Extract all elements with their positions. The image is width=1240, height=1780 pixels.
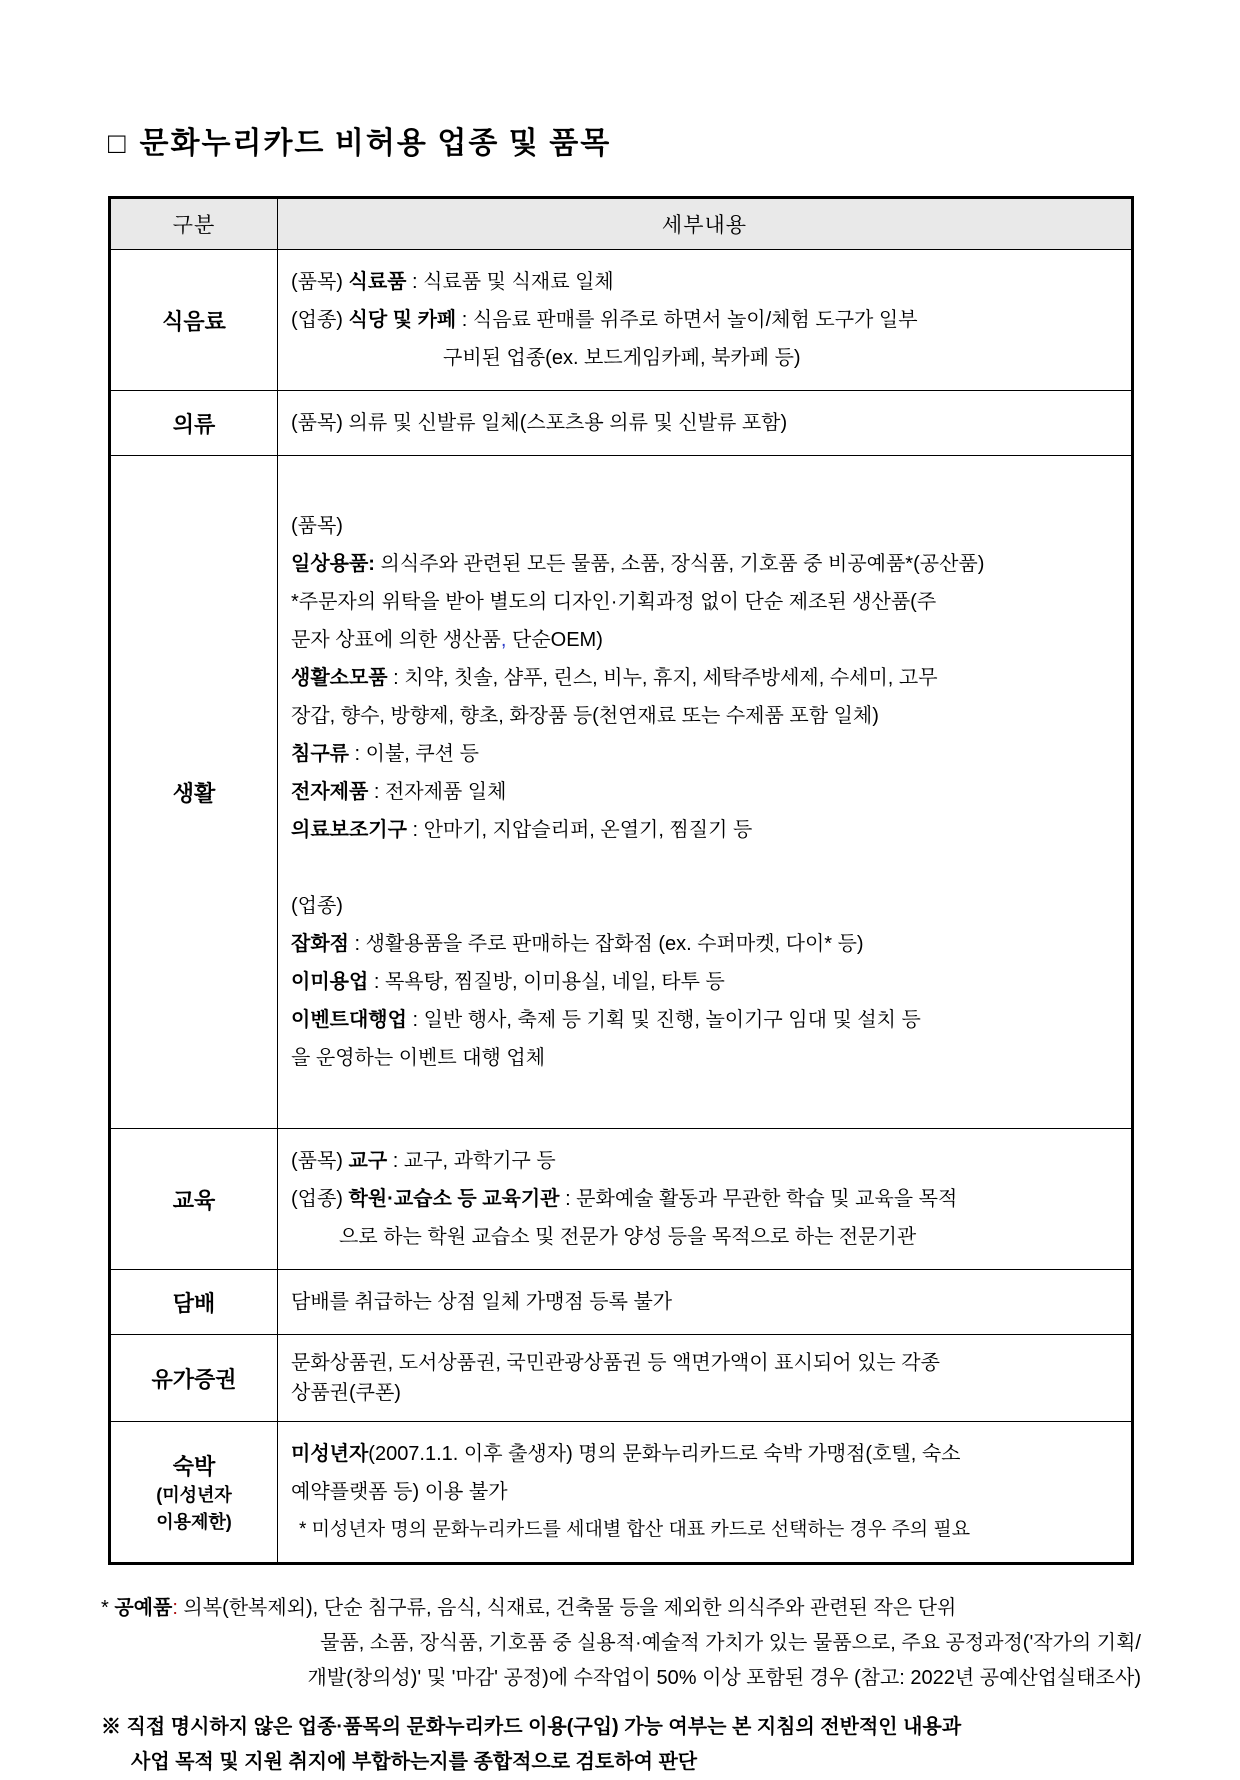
- category-label: 담배: [172, 1290, 216, 1316]
- rules-table-body: [110, 198, 1133, 1564]
- content-cell: [278, 456, 1133, 1129]
- table-row: [110, 1422, 1133, 1564]
- table-header-row: [110, 198, 1133, 250]
- content-cell: [278, 1335, 1133, 1422]
- text-segment: 문자 상표에 의한 생산품: [291, 629, 501, 651]
- footnote: [101, 1591, 1141, 1696]
- content-line: [291, 963, 1119, 1001]
- content-line: [291, 887, 1119, 925]
- category-cell: [110, 391, 278, 456]
- content-line: [291, 507, 1119, 545]
- content-line: [291, 301, 1119, 339]
- text-segment: 교구: [348, 1150, 388, 1172]
- column-header-detail: 세부내용: [278, 198, 1133, 250]
- text-segment: 일상용품:: [291, 553, 375, 575]
- text-segment: 상품권(쿠폰): [291, 1382, 401, 1404]
- text-segment: 의식주와 관련된 모든 물품, 소품, 장식품, 기호품 중 비공예품*(공산품): [374, 553, 985, 575]
- content-line: [291, 1180, 1119, 1218]
- text-segment: : 식료품 및 식재료 일체: [406, 271, 614, 293]
- text-segment: 의료보조기구: [291, 819, 407, 841]
- category-cell: [110, 1422, 278, 1564]
- category-cell: [110, 456, 278, 1129]
- footnote: [101, 1710, 1141, 1780]
- content-line: [291, 1511, 1119, 1549]
- text-segment: : 치약, 칫솔, 샴푸, 린스, 비누, 휴지, 세탁주방세제, 수세미, 고무: [387, 667, 938, 689]
- text-segment: 전자제품: [291, 781, 369, 803]
- text-segment: (2007.1.1. 이후 출생자) 명의 문화누리카드로 숙박 가맹점(호텔, 숙소: [368, 1443, 961, 1465]
- content-cell: [278, 391, 1133, 456]
- category-label: 의류: [172, 411, 216, 437]
- text-segment: 사업 목적 및 지원 취지에 부합하는지를 종합적으로 검토하여 판단: [131, 1751, 698, 1773]
- text-segment: 생활소모품: [291, 667, 388, 689]
- text-segment: 미성년자: [291, 1443, 369, 1465]
- category-cell: [110, 250, 278, 391]
- page-title: [108, 118, 1135, 162]
- text-segment: (업종): [291, 895, 343, 917]
- category-sublabel: (미성년자: [156, 1484, 232, 1505]
- table-row: [110, 391, 1133, 456]
- content-line: [291, 735, 1119, 773]
- content-line: [101, 1626, 1141, 1661]
- category-label: 교육: [172, 1187, 216, 1213]
- category-label: 숙박: [172, 1453, 216, 1479]
- table-row: [110, 1129, 1133, 1270]
- content-line: [291, 1283, 1119, 1321]
- content-line: [291, 659, 1119, 697]
- content-line: [101, 1591, 1141, 1626]
- content-cell: [278, 250, 1133, 391]
- text-segment: 문화상품권, 도서상품권, 국민관광상품권 등 액면가액이 표시되어 있는 각종: [291, 1352, 940, 1374]
- content-line: [291, 1001, 1119, 1039]
- content-line: [101, 1745, 1141, 1780]
- category-cell: [110, 1335, 278, 1422]
- footnotes-section: [101, 1591, 1141, 1780]
- text-segment: (품목): [291, 1150, 349, 1172]
- text-segment: (품목): [291, 515, 343, 537]
- text-segment: : 생활용품을 주로 판매하는 잡화점 (ex. 수퍼마켓, 다이* 등): [348, 933, 864, 955]
- text-segment: ,: [500, 629, 507, 651]
- text-segment: 단순OEM): [506, 629, 603, 651]
- content-line: [291, 773, 1119, 811]
- text-segment: (업종): [291, 309, 349, 331]
- content-line: [291, 697, 1119, 735]
- text-segment: : 안마기, 지압슬리퍼, 온열기, 찜질기 등: [406, 819, 753, 841]
- text-segment: 이벤트대행업: [291, 1009, 407, 1031]
- category-label: 생활: [172, 780, 216, 806]
- text-segment: 학원·교습소 등 교육기관: [348, 1188, 560, 1210]
- text-segment: :: [172, 1597, 178, 1619]
- content-line: [291, 404, 1119, 442]
- content-line: [291, 1348, 1119, 1378]
- text-segment: 구비된 업종(ex. 보드게임카페, 북카페 등): [443, 347, 801, 369]
- content-cell: [278, 1422, 1133, 1564]
- text-segment: (품목): [291, 271, 349, 293]
- text-segment: : 문화예술 활동과 무관한 학습 및 교육을 목적: [559, 1188, 958, 1210]
- content-line: [291, 1142, 1119, 1180]
- content-line: [291, 545, 1119, 583]
- text-segment: (업종): [291, 1188, 349, 1210]
- text-segment: *: [101, 1597, 115, 1619]
- content-line: [291, 925, 1119, 963]
- rules-table: [108, 196, 1134, 1565]
- content-line: [291, 1218, 1119, 1256]
- content-cell: [278, 1129, 1133, 1270]
- text-segment: 식료품: [348, 271, 407, 293]
- square-bullet-icon: □: [108, 128, 128, 160]
- content-line: [101, 1710, 1141, 1745]
- text-segment: 의복(한복제외), 단순 침구류, 음식, 식재료, 건축물 등을 제외한 의식주와 관련된 작은 단위: [177, 1597, 957, 1619]
- text-segment: 침구류: [291, 743, 349, 765]
- text-segment: 예약플랫폼 등) 이용 불가: [291, 1481, 508, 1503]
- content-line: [291, 849, 1119, 887]
- content-line: [291, 469, 1119, 507]
- table-row: [110, 250, 1133, 391]
- content-line: [291, 811, 1119, 849]
- table-row: [110, 456, 1133, 1129]
- text-segment: 개발(창의성)' 및 '마감' 공정)에 수작업이 50% 이상 포함된 경우 (참고: 2022년 공예산업실태조사): [307, 1667, 1141, 1689]
- text-segment: : 교구, 과학기구 등: [387, 1150, 556, 1172]
- text-segment: 으로 하는 학원 교습소 및 전문가 양성 등을 목적으로 하는 전문기관: [339, 1226, 917, 1248]
- text-segment: 을 운영하는 이벤트 대행 업체: [291, 1047, 546, 1069]
- text-segment: 물품, 소품, 장식품, 기호품 중 실용적·예술적 가치가 있는 물품으로, 주요 공정과정('작가의 기획/: [320, 1632, 1141, 1654]
- content-line: [291, 1473, 1119, 1511]
- text-segment: 이미용업: [291, 971, 369, 993]
- text-segment: : 전자제품 일체: [368, 781, 507, 803]
- text-segment: *주문자의 위탁을 받아 별도의 디자인·기획과정 없이 단순 제조된 생산품(주: [291, 591, 937, 613]
- content-line: [291, 1077, 1119, 1115]
- page-title-text: 문화누리카드 비허용 업종 및 품목: [139, 127, 612, 160]
- text-segment: 장갑, 향수, 방향제, 향초, 화장품 등(천연재료 또는 수제품 포함 일체): [291, 705, 879, 727]
- table-row: [110, 1335, 1133, 1422]
- category-label: 유가증권: [151, 1366, 237, 1392]
- column-header-category: 구분: [110, 198, 278, 250]
- content-line: [291, 1378, 1119, 1408]
- text-segment: 잡화점: [291, 933, 349, 955]
- text-segment: 공예품: [114, 1597, 173, 1619]
- text-segment: : 이불, 쿠션 등: [348, 743, 479, 765]
- category-cell: [110, 1129, 278, 1270]
- content-line: [291, 263, 1119, 301]
- text-segment: : 식음료 판매를 위주로 하면서 놀이/체험 도구가 일부: [456, 309, 918, 331]
- content-cell: [278, 1270, 1133, 1335]
- content-line: [291, 621, 1119, 659]
- category-label: 식음료: [162, 308, 226, 334]
- content-line: [291, 339, 1119, 377]
- content-line: [291, 1039, 1119, 1077]
- text-segment: (품목) 의류 및 신발류 일체(스포츠용 의류 및 신발류 포함): [291, 412, 788, 434]
- content-line: [291, 583, 1119, 621]
- text-segment: ※ 직접 명시하지 않은 업종·품목의 문화누리카드 이용(구입) 가능 여부는 본 지침의 전반적인 내용과: [101, 1716, 962, 1738]
- text-segment: 식당 및 카페: [348, 309, 457, 331]
- category-cell: [110, 1270, 278, 1335]
- category-sublabel: 이용제한): [156, 1511, 232, 1532]
- text-segment: : 목욕탕, 찜질방, 이미용실, 네일, 타투 등: [368, 971, 725, 993]
- text-segment: * 미성년자 명의 문화누리카드를 세대별 합산 대표 카드로 선택하는 경우 주의 필요: [299, 1519, 971, 1540]
- text-segment: 담배를 취급하는 상점 일체 가맹점 등록 불가: [291, 1291, 673, 1313]
- text-segment: : 일반 행사, 축제 등 기획 및 진행, 놀이기구 임대 및 설치 등: [406, 1009, 921, 1031]
- table-row: [110, 1270, 1133, 1335]
- content-line: [101, 1661, 1141, 1696]
- content-line: [291, 1435, 1119, 1473]
